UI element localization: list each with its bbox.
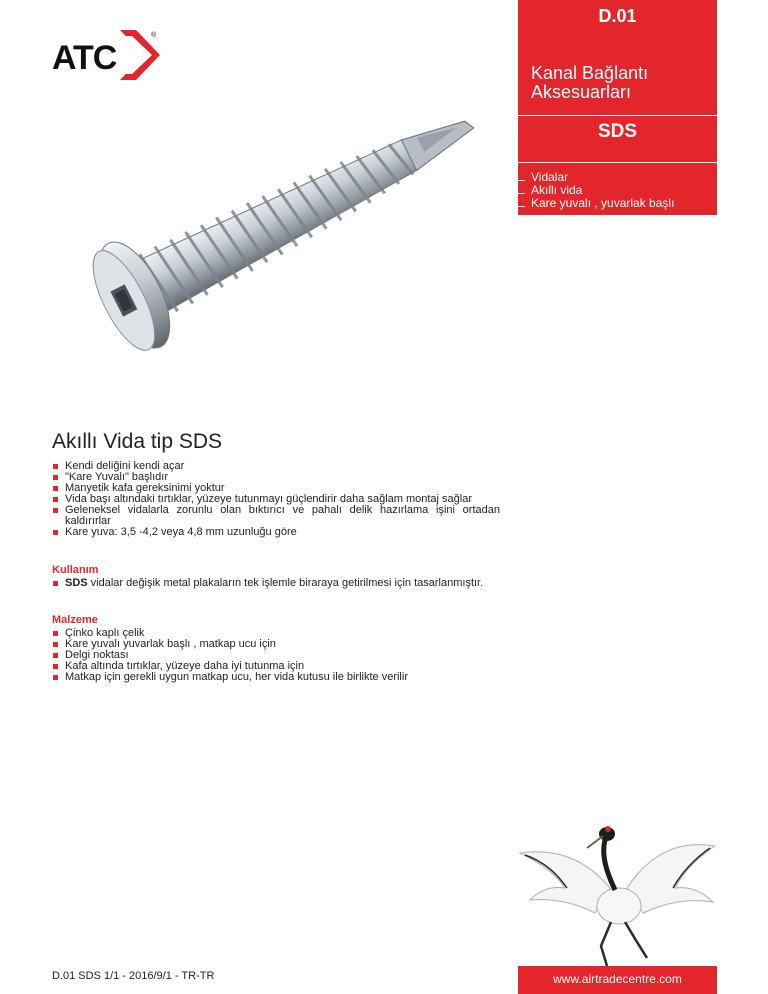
usage-heading: Kullanım	[52, 564, 99, 576]
tag-item: Vidalar	[518, 171, 717, 184]
feature-item: Geleneksel vidalarla zorunlu olan bıktırıcı ve pahalı delik hazırlama işini ortadan kaldırırlar	[52, 505, 500, 527]
tag-item: Kare yuvalı , yuvarlak başlı	[518, 197, 717, 210]
material-list	[52, 628, 500, 683]
document-code: D.01	[598, 6, 637, 26]
material-item: Matkap için gerekli uygun matkap ucu, her vida kutusu ile birlikte verilir	[52, 672, 500, 683]
document-reference: D.01 SDS 1/1 - 2016/9/1 - TR-TR	[52, 970, 215, 982]
material-heading: Malzeme	[52, 614, 98, 626]
usage-text: vidalar değişik metal plakaların tek işlemle biraraya getirilmesi için tasarlanmıştır.	[87, 577, 484, 589]
screw-image	[55, 110, 495, 400]
category-line-2: Aksesuarları	[531, 82, 632, 102]
tag-item: Akıllı vida	[518, 184, 717, 197]
feature-item: Vida başı altındaki tırtıklar, yüzeye tutunmayı güçlendirir daha sağlam montaj sağlar	[52, 494, 500, 505]
feature-item: Kare yuva: 3,5 -4,2 veya 4,8 mm uzunluğu göre	[52, 527, 500, 538]
feature-item: "Kare Yuvalı" başlıdır	[52, 472, 500, 483]
feature-list	[52, 461, 500, 538]
usage-product-bold: SDS	[65, 577, 88, 589]
product-name: SDS	[597, 121, 638, 142]
material-item: Kare yuvalı yuvarlak başlı , matkap ucu için	[52, 639, 500, 650]
crane-bird-image	[515, 818, 720, 970]
category-title	[531, 64, 711, 102]
material-item: Delgi noktası	[52, 650, 500, 661]
category-line-1: Kanal Bağlantı	[531, 63, 649, 83]
registered-mark: ®	[151, 32, 157, 39]
page-title: Akıllı Vida tip SDS	[52, 430, 223, 453]
usage-item	[52, 578, 500, 589]
material-item: Kafa altında tırtıklar, yüzeye daha iyi tutunma için	[52, 661, 500, 672]
feature-item: Manyetik kafa gereksinimi yoktur	[52, 483, 500, 494]
usage-list	[52, 578, 500, 589]
logo-text: ATC	[52, 39, 117, 77]
atc-logo	[52, 28, 162, 84]
material-item: Çinko kaplı çelik	[52, 628, 500, 639]
website-link[interactable]: www.airtradecentre.com	[553, 972, 682, 986]
tag-panel	[518, 163, 717, 215]
feature-item: Kendi deliğini kendi açar	[52, 461, 500, 472]
